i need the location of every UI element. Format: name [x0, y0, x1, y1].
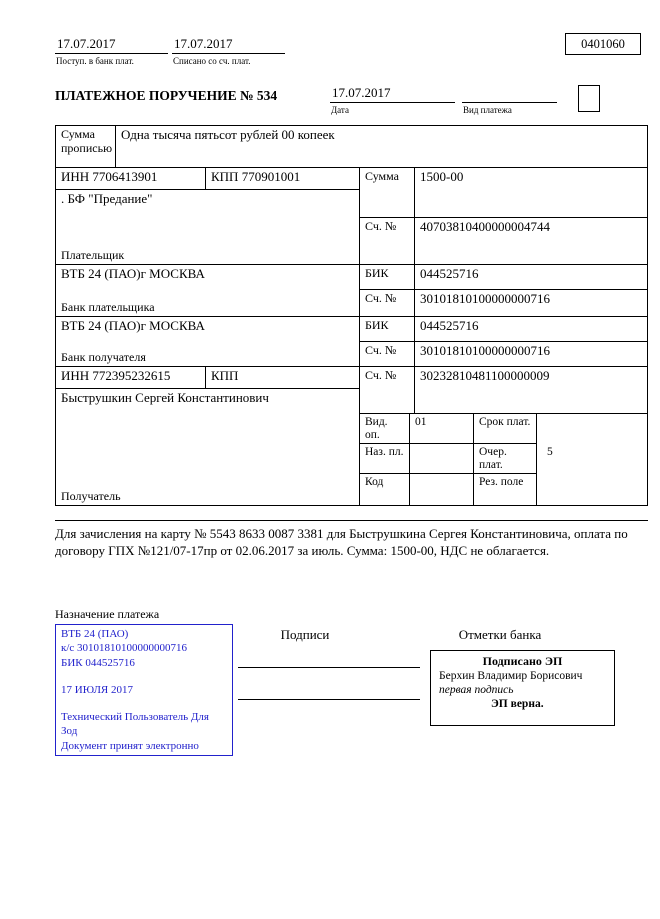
payment-table: [55, 125, 648, 506]
stamp-signer-name: Берхин Владимир Борисович: [439, 670, 583, 682]
form-code: 0401060: [581, 36, 625, 51]
payer-account-row: [360, 218, 647, 264]
op-kind-value: 01: [410, 414, 474, 443]
op-kind-row: [360, 414, 536, 444]
stamp-accepted: Документ принят электронно: [61, 739, 199, 752]
payer-section: [56, 168, 647, 265]
stamp-user: Технический Пользователь Для Зод: [61, 711, 209, 738]
payee-inn-kpp-row: [56, 367, 359, 389]
payee-account-label: Сч. №: [360, 367, 415, 413]
corner-box: [578, 85, 600, 112]
payer-bank-bik-label: БИК: [360, 265, 415, 289]
payee-bank-name: ВТБ 24 (ПАО)г МОСКВА: [61, 318, 205, 333]
code-row: [360, 474, 536, 505]
payer-bank-right: [359, 265, 647, 316]
payee-bank-bik-label: БИК: [360, 317, 415, 341]
payee-bank-account-label: Сч. №: [360, 342, 415, 366]
payer-inn-kpp-row: [56, 168, 359, 190]
purpose-caption: Назначение платежа: [55, 607, 160, 621]
received-date: 17.07.2017: [55, 36, 168, 54]
term-label: Срок плат.: [479, 416, 531, 428]
payer-name: . БФ "Предание": [61, 191, 153, 206]
sum-row: [360, 168, 647, 218]
payment-details-grid: [360, 414, 647, 505]
payee-account-row: [360, 367, 647, 414]
payee-name: Быструшкин Сергей Константинович: [61, 390, 269, 405]
code-value: [410, 474, 474, 505]
payee-bank-section: [56, 317, 647, 367]
payer-account: 40703810400000004744: [420, 219, 550, 234]
payee-bank-account: 30101810100000000716: [420, 343, 550, 358]
signature-line-2: [238, 699, 420, 700]
payee-bank-account-row: [360, 342, 647, 366]
code-label: Код: [360, 474, 410, 505]
received-date-caption: Поступ. в банк плат.: [56, 56, 134, 66]
payer-bank-section: [56, 265, 647, 317]
payer-bank-bik: 044525716: [420, 266, 479, 281]
payee-right: [359, 367, 647, 505]
bank-marks-caption: Отметки банка: [458, 627, 542, 642]
payment-kind-value: [462, 85, 557, 103]
sum-label: Сумма: [360, 168, 415, 217]
stamp-bank-name: ВТБ 24 (ПАО): [61, 628, 129, 640]
details-labels-grid: [360, 414, 537, 505]
payer-right: [359, 168, 647, 264]
doc-date-field: [330, 85, 455, 115]
payee-caption: Получатель: [61, 489, 121, 504]
payer-kpp: КПП 770901001: [211, 169, 301, 184]
payee-account: 30232810481100000009: [420, 368, 550, 383]
payer-left: [56, 168, 359, 264]
op-kind-label: Вид. оп.: [360, 414, 410, 443]
amount-words-text: Одна тысяча пятьсот рублей 00 копеек: [121, 127, 335, 142]
payer-bank-account: 30101810100000000716: [420, 291, 550, 306]
amount-words-row: [56, 126, 647, 168]
sum-value: 1500-00: [420, 169, 464, 184]
purpose-code-value: [410, 444, 474, 473]
payer-name-area: [56, 190, 359, 264]
payer-bank-caption: Банк плательщика: [61, 300, 155, 315]
order-label: Очер. плат.: [479, 446, 507, 471]
debited-date-caption: Списано со сч. плат.: [173, 56, 251, 66]
payee-bank-bik-row: [360, 317, 647, 342]
payer-bank-account-label: Сч. №: [360, 290, 415, 316]
payment-kind-caption: Вид платежа: [463, 105, 512, 115]
payer-bank-account-row: [360, 290, 647, 316]
bank-electronic-stamp: [55, 624, 233, 756]
doc-date: 17.07.2017: [330, 85, 455, 103]
payee-bank-bik: 044525716: [420, 318, 479, 333]
purpose-code-label: Наз. пл.: [360, 444, 410, 473]
payee-bank-caption: Банк получателя: [61, 350, 146, 365]
form-code-box: [565, 33, 641, 55]
payer-inn: ИНН 7706413901: [56, 168, 206, 189]
payment-kind-field: [462, 85, 557, 115]
purpose-block: [55, 520, 648, 560]
purpose-text: Для зачисления на карту № 5543 8633 0087 3381 для Быструшкина Сергея Константиновича, оплата по договору ГПХ №121/07-17пр от 02.06.2017 за июль. Сумма: 1500-00, НДС не облагается.: [55, 526, 628, 558]
payer-bank-name: ВТБ 24 (ПАО)г МОСКВА: [61, 266, 205, 281]
signature-line-1: [238, 667, 420, 668]
stamp-bik: БИК 044525716: [61, 656, 135, 669]
received-date-block: [55, 36, 168, 66]
payer-bank-bik-row: [360, 265, 647, 290]
debited-date: 17.07.2017: [172, 36, 285, 54]
reserve-value: [537, 474, 647, 505]
order-value: 5: [547, 446, 553, 458]
document-title: ПЛАТЕЖНОЕ ПОРУЧЕНИЕ № 534: [55, 88, 278, 103]
stamp-signature-kind: первая подпись: [439, 684, 514, 697]
stamp-gap-1: [61, 670, 227, 683]
payee-left: [56, 367, 359, 505]
stamp-gap-2: [61, 697, 227, 710]
payer-account-label: Сч. №: [360, 218, 415, 264]
reserve-label: Рез. поле: [479, 476, 524, 488]
stamp-verified: ЭП верна.: [491, 697, 544, 710]
stamp-corr-account: к/с 30101810100000000716: [61, 642, 188, 655]
amount-words-caption: Сумма прописью: [56, 126, 116, 167]
signature-stamp-box: [430, 650, 615, 726]
term-value: [537, 414, 647, 444]
payer-bank-left: [56, 265, 359, 316]
purpose-code-row: [360, 444, 536, 474]
doc-date-caption: Дата: [331, 105, 349, 115]
payee-kpp: КПП: [211, 368, 239, 383]
payee-section: [56, 367, 647, 505]
debited-date-block: [172, 36, 285, 66]
payee-inn: ИНН 772395232615: [56, 367, 206, 388]
payee-name-area: [56, 389, 359, 505]
payee-bank-left: [56, 317, 359, 366]
signatures-caption: Подписи: [280, 627, 330, 642]
payer-caption: Плательщик: [61, 248, 125, 263]
stamp-signed-title: Подписано ЭП: [482, 654, 563, 668]
details-values-col: [537, 414, 647, 505]
payee-bank-right: [359, 317, 647, 366]
stamp-date: 17 ИЮЛЯ 2017: [61, 683, 133, 696]
